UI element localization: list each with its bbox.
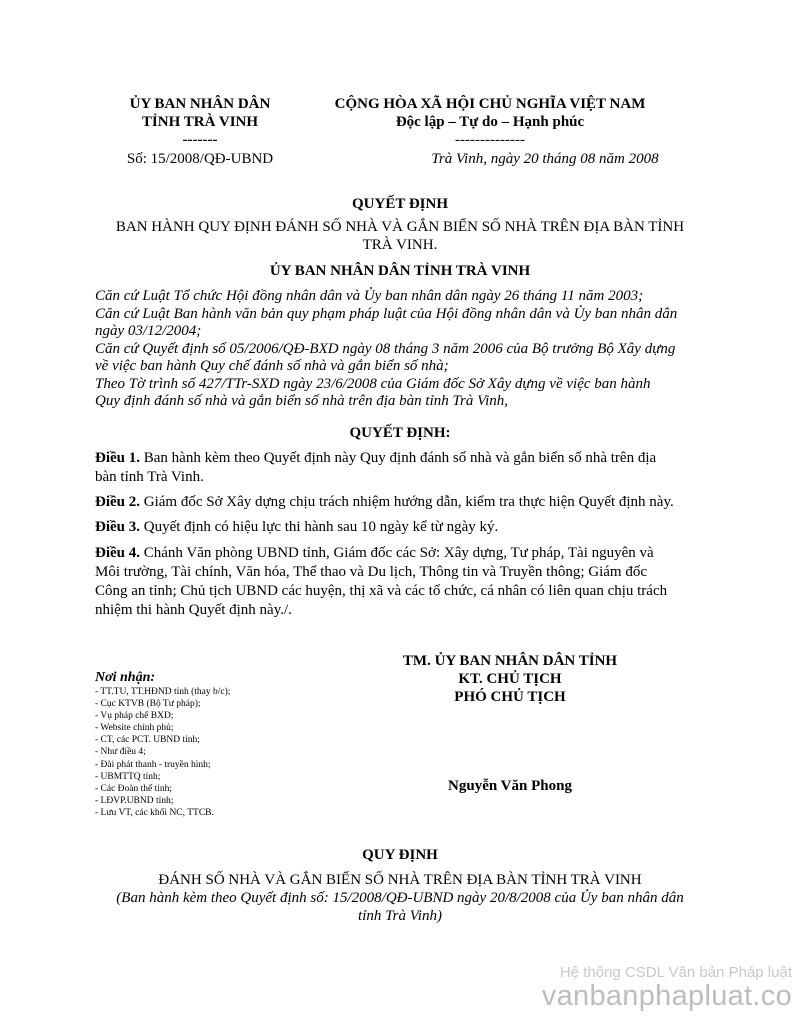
signature-block [380,652,640,706]
article-text: Chánh Văn phòng UBND tỉnh, Giám đốc các Sở: Xây dựng, Tư pháp, Tài nguyên và [140,545,654,561]
article-4 [95,544,775,620]
regulation-note-line-2: tỉnh Trà Vinh) [358,907,442,924]
basis-line: Căn cứ Quyết định số 05/2006/QĐ-BXD ngày 08 tháng 3 năm 2006 của Bộ trưởng Bộ Xây dựng [95,340,676,357]
issuer-line-2: TỈNH TRÀ VINH [141,114,259,130]
issuer-line-1: ỦY BAN NHÂN DÂN [129,96,271,112]
article-label: Điều 3. [95,519,140,535]
basis-line: Căn cứ Luật Tổ chức Hội đồng nhân dân và Ủy ban nhân dân ngày 26 tháng 11 năm 2003; [95,288,644,304]
recipients [95,670,230,819]
regulation-note-line-1: (Ban hành kèm theo Quyết định số: 15/2008/QĐ-UBND ngày 20/8/2008 của Ủy ban nhân dân [116,890,684,906]
recipient-item: - Các Đoàn thể tỉnh; [95,783,173,794]
decision-title: QUYẾT ĐỊNH [352,196,448,212]
issuer-separator: ------- [182,132,218,148]
article-label: Điều 2. [95,494,140,510]
decision-subject [0,218,800,254]
recipient-item: - LĐVP.UBND tỉnh; [95,795,174,806]
recipient-item: - Website chính phủ; [95,723,174,734]
national-motto [300,95,680,149]
recipient-item: - Cục KTVB (Bộ Tư pháp); [95,699,201,710]
basis-line: ngày 03/12/2004; [95,323,202,339]
article-text: nhiệm thi hành Quyết định này./. [95,602,292,618]
decision-subject-line-2: TRÀ VINH. [362,237,438,253]
signature-line-2: KT. CHỦ TỊCH [458,671,562,687]
recipient-item: - CT, các PCT. UBND tỉnh; [95,735,200,746]
basis-line: Theo Tờ trình số 427/TTr-SXD ngày 23/6/2008 của Giám đốc Sở Xây dựng về việc ban hành [95,375,651,392]
motto-separator: -------------- [455,132,525,148]
recipient-item: - Vụ pháp chế BXD; [95,711,174,722]
motto: Độc lập – Tự do – Hạnh phúc [395,114,585,130]
basis-line: Quy định đánh số nhà và gắn biển số nhà trên địa bàn tỉnh Trà Vinh, [95,393,509,409]
decides-heading: QUYẾT ĐỊNH: [349,425,451,441]
article-text: Công an tỉnh; Chủ tịch UBND các huyện, thị xã và các tổ chức, cá nhân có liên quan chịu trách [95,583,668,599]
recipient-item: - Lưu VT, các khối NC, TTCB. [95,807,214,818]
watermark-site: vanbanphapluat.co [541,980,792,1012]
article-text: bàn tỉnh Trà Vinh. [95,469,204,485]
regulation-title: QUY ĐỊNH [362,847,438,863]
recipient-item: - Như điều 4; [95,747,146,758]
signature-line-3: PHÓ CHỦ TỊCH [454,689,566,705]
recipient-item: - TT.TU, TT.HĐND tỉnh (thay b/c); [95,687,231,697]
legal-bases [95,288,735,411]
article-2 [95,493,775,512]
regulation-note [60,890,740,925]
basis-line: Căn cứ Luật Ban hành văn bản quy phạm pháp luật của Hội đồng nhân dân và Ủy ban nhân dân [95,305,678,322]
article-label: Điều 4. [95,545,140,561]
signer-name: Nguyễn Văn Phong [448,778,572,794]
issue-date: Trà Vinh, ngày 20 tháng 08 năm 2008 [431,151,659,167]
article-1 [95,449,735,487]
recipient-item: - UBMTTQ tỉnh; [95,771,161,782]
recipients-heading: Nơi nhận: [95,670,156,685]
article-text: Môi trường, Tài chính, Văn hóa, Thể thao và Du lịch, Thông tin và Truyền thông; Giám đốc [95,564,647,580]
regulation-subject: ĐÁNH SỐ NHÀ VÀ GẮN BIỂN SỐ NHÀ TRÊN ĐỊA BÀN TỈNH TRÀ VINH [158,872,642,888]
basis-line: về việc ban hành Quy chế đánh số nhà và gắn biển số nhà; [95,358,449,374]
recipient-item: - Đài phát thanh - truyền hình; [95,759,211,770]
issuer-name [95,95,305,149]
signature-line-1: TM. ỦY BAN NHÂN DÂN TỈNH [402,653,618,669]
article-text: Ban hành kèm theo Quyết định này Quy định đánh số nhà và gắn biển số nhà trên địa [140,450,657,466]
watermark-tagline: Hệ thống CSDL Văn bản Pháp luật [559,964,792,981]
authority-heading: ỦY BAN NHÂN DÂN TỈNH TRÀ VINH [269,263,531,279]
article-3 [95,518,735,537]
article-text: Quyết định có hiệu lực thi hành sau 10 ngày kể từ ngày ký. [140,519,499,535]
country-name: CỘNG HÒA XÃ HỘI CHỦ NGHĨA VIỆT NAM [334,96,646,112]
document-number: Số: 15/2008/QĐ-UBND [126,151,274,167]
article-label: Điều 1. [95,450,140,466]
article-text: Giám đốc Sở Xây dựng chịu trách nhiệm hướng dẫn, kiểm tra thực hiện Quyết định này. [140,494,674,510]
decision-subject-line-1: BAN HÀNH QUY ĐỊNH ĐÁNH SỐ NHÀ VÀ GẮN BIỂN SỐ NHÀ TRÊN ĐỊA BÀN TỈNH [115,219,685,235]
